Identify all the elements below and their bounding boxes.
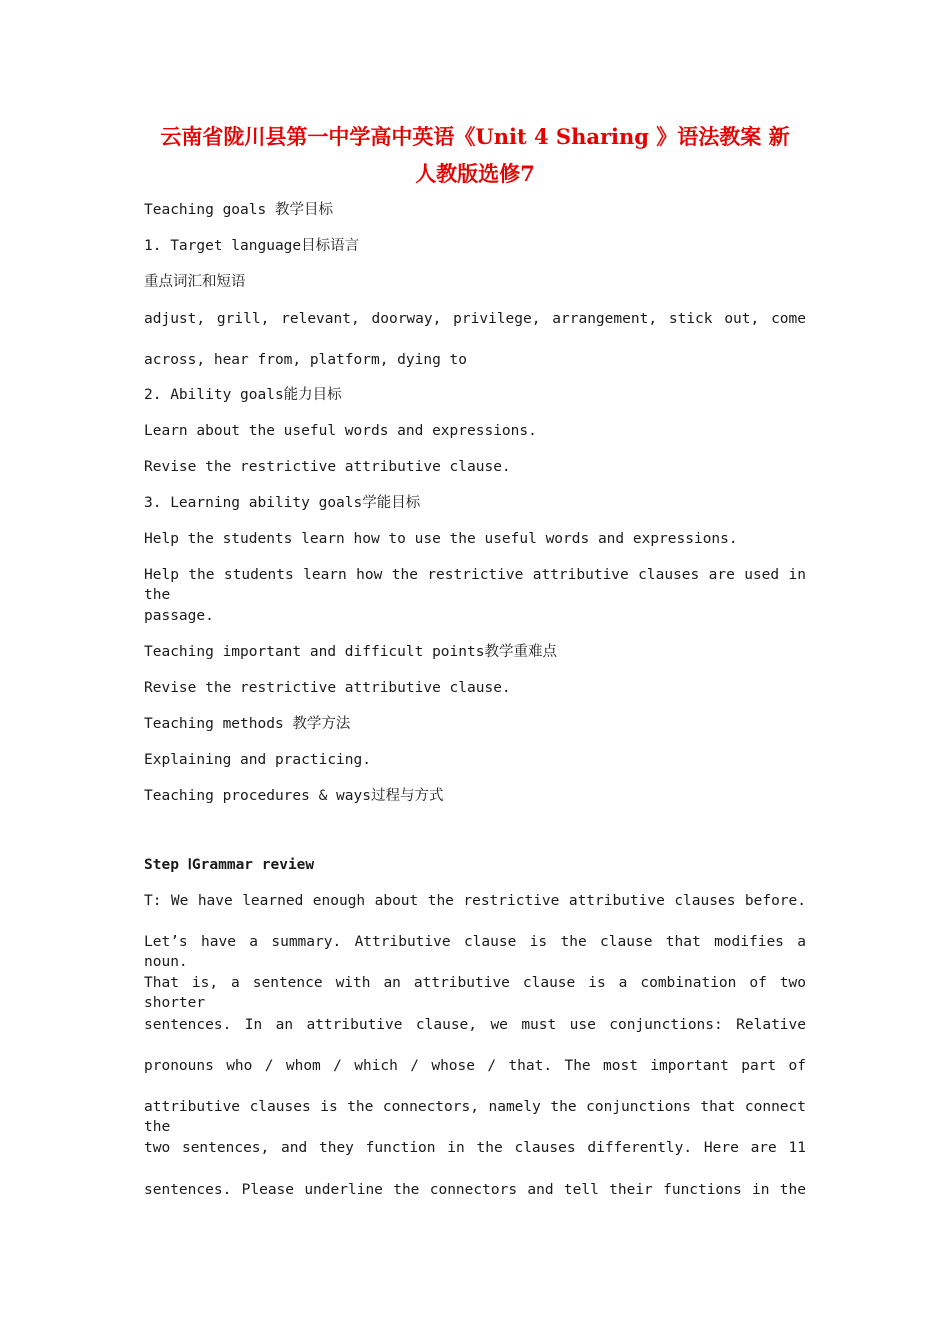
paragraph-line-3: That is, a sentence with an attributive clause is a combination of two shorter — [144, 975, 806, 1011]
key-point: Revise the restrictive attributive clause. — [144, 680, 511, 696]
paragraph-line-8: sentences. Please underline the connectors and tell their functions in the — [144, 1182, 806, 1198]
target-language-heading: 1. Target language目标语言 — [144, 238, 360, 254]
learning-goal-2-line-2: passage. — [144, 608, 214, 624]
paragraph-line-6: attributive clauses is the connectors, namely the conjunctions that connect the — [144, 1099, 806, 1135]
ability-goal-2: Revise the restrictive attributive clause. — [144, 459, 511, 475]
document-title-line-1: 云南省陇川县第一中学高中英语《Unit 4 Sharing 》语法教案 新 — [160, 124, 790, 149]
ability-goals-heading: 2. Ability goals能力目标 — [144, 387, 342, 403]
teaching-goals-heading: Teaching goals 教学目标 — [144, 202, 333, 218]
learning-goal-1: Help the students learn how to use the useful words and expressions. — [144, 531, 738, 547]
learning-goal-2-line-1: Help the students learn how the restrictive attributive clauses are used in the — [144, 567, 806, 603]
paragraph-line-5: pronouns who / whom / which / whose / that. The most important part of — [144, 1058, 806, 1074]
ability-goal-1: Learn about the useful words and expressions. — [144, 423, 537, 439]
document-title-line-2: 人教版选修7 — [415, 161, 535, 186]
vocabulary-line-2: across, hear from, platform, dying to — [144, 352, 468, 368]
step-1-heading: Step ⅠGrammar review — [144, 857, 315, 873]
paragraph-line-4: sentences. In an attributive clause, we must use conjunctions: Relative — [144, 1017, 806, 1033]
paragraph-line-2: Let’s have a summary. Attributive clause is the clause that modifies a noun. — [144, 934, 806, 970]
teaching-procedures-heading: Teaching procedures & ways过程与方式 — [144, 788, 444, 804]
paragraph-line-7: two sentences, and they function in the clauses differently. Here are 11 — [144, 1140, 806, 1156]
key-points-heading: Teaching important and difficult points教学重难点 — [144, 644, 557, 660]
vocabulary-line-1: adjust, grill, relevant, doorway, privilege, arrangement, stick out, come — [144, 311, 806, 327]
teaching-method: Explaining and practicing. — [144, 752, 371, 768]
learning-ability-goals-heading: 3. Learning ability goals学能目标 — [144, 495, 421, 511]
teaching-methods-heading: Teaching methods 教学方法 — [144, 716, 351, 732]
key-vocabulary-heading: 重点词汇和短语 — [144, 274, 246, 290]
paragraph-line-1: T: We have learned enough about the restrictive attributive clauses before. — [144, 893, 806, 909]
